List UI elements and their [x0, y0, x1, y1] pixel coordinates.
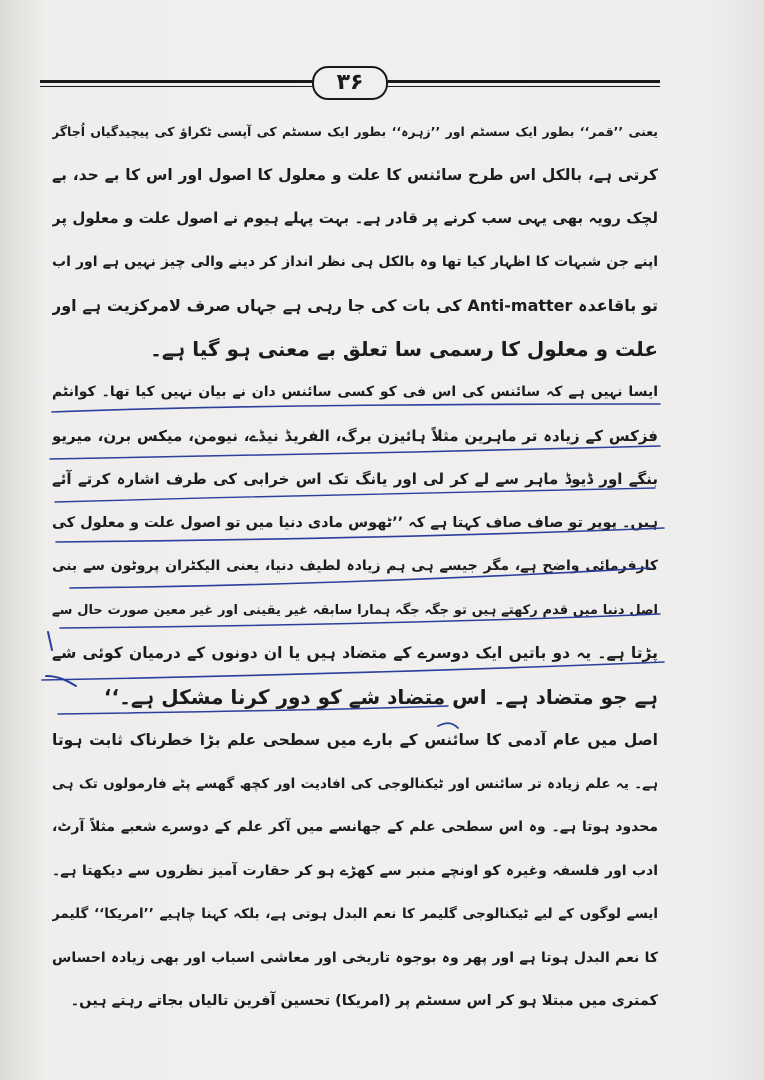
text-line: کا نعم البدل ہوتا ہے اور پھر وہ بوجوہ تاریخی اور معاشی اسباب اور بھی زیادہ احساس [52, 949, 658, 966]
page-header [40, 62, 660, 102]
text-line: پڑتا ہے۔ یہ دو باتیں ایک دوسرے کے متضاد ہیں یا ان دونوں کے درمیان کوئی شے [52, 644, 658, 662]
text-line: لچک رویہ بھی یہی سب کرنے پر قادر ہے۔ بہت پہلے ہیوم نے اصول علت و معلول پر [52, 209, 658, 227]
text-line: ہے۔ یہ علم زیادہ تر سائنس اور ٹیکنالوجی کی افادیت اور کچھ گھسے پٹے فارمولوں تک ہی [52, 775, 658, 792]
text-line: کرتی ہے، بالکل اس طرح سائنس کا علت و معلول کا اصول اور اس کا بے حد، بے [52, 165, 658, 184]
page-number: ۳۶ [312, 66, 388, 100]
text-line: کارفرمائی واضح ہے، مگر جیسے ہی ہم زیادہ لطیف دنیا، یعنی الیکٹران پروٹون سے بنی [52, 558, 658, 574]
text-line: فزکس کے زیادہ تر ماہرین مثلاً ہائیزن برگ، الفریڈ نیڈے، نیومن، میکس برن، میریو [52, 426, 658, 445]
text-line: بنگے اور ڈیوڈ ماہر سے لے کر لی اور یانگ تک اس خرابی کی طرف اشارہ کرتے آئے [52, 470, 658, 488]
text-line: علت و معلول کا رسمی سا تعلق بے معنی ہو گیا ہے۔ [150, 336, 658, 361]
text-line: ادب اور فلسفہ وغیرہ کو اونچے منبر سے کھڑے ہو کر حقارت آمیز نظروں سے دیکھتا ہے۔ [52, 862, 658, 879]
text-line: اپنے جن شبہات کا اظہار کیا تھا وہ بالکل ہی نظر انداز کر دینے والی چیز نہیں ہے اور اب [52, 253, 658, 270]
text-line: ایسا نہیں ہے کہ سائنس کی اس فی کو کسی سائنس دان نے بیان نہیں کیا تھا۔ کوانٹم [52, 384, 658, 400]
text-line: اصل دنیا میں قدم رکھتے ہیں تو جگہ جگہ ہمارا سابقہ غیر یقینی اور غیر معین صورت حال سے [52, 602, 658, 618]
text-line: تو باقاعدہ Anti-matter کی بات کی جا رہی ہے جہاں صرف لامرکزیت ہے اور [52, 296, 658, 315]
text-line: ہیں۔ پوپر تو صاف صاف کہتا ہے کہ ’’ٹھوس مادی دنیا میں تو اصول علت و معلول کی [52, 514, 658, 531]
text-line: کمتری میں مبتلا ہو کر اس سسٹم پر (امریکا) تحسین آفرین تالیاں بجاتے رہتے ہیں۔ [70, 993, 658, 1009]
text-line: ایسے لوگوں کے لیے ٹیکنالوجی گلیمر کا نعم البدل ہوتی ہے، بلکہ کہنا چاہیے ’’امریکا‘‘ گلیمر [52, 906, 658, 922]
body-text [52, 110, 658, 1024]
text-line: یعنی ’’قمر‘‘ بطور ایک سسٹم اور ’’زہرہ‘‘ بطور ایک سسٹم کی آپسی ٹکراؤ کی پیچیدگیاں اُجاگر [52, 124, 658, 139]
text-line: ہے جو متضاد ہے۔ اس متضاد شے کو دور کرنا مشکل ہے۔‘‘ [103, 684, 658, 709]
text-line: محدود ہوتا ہے۔ وہ اس سطحی علم کے جھانسے میں آکر علم کے دوسرے شعبے مثلاً آرٹ، [52, 819, 658, 835]
text-line: اصل میں عام آدمی کا سائنس کے بارے میں سطحی علم بڑا خطرناک ثابت ہوتا [52, 731, 658, 749]
